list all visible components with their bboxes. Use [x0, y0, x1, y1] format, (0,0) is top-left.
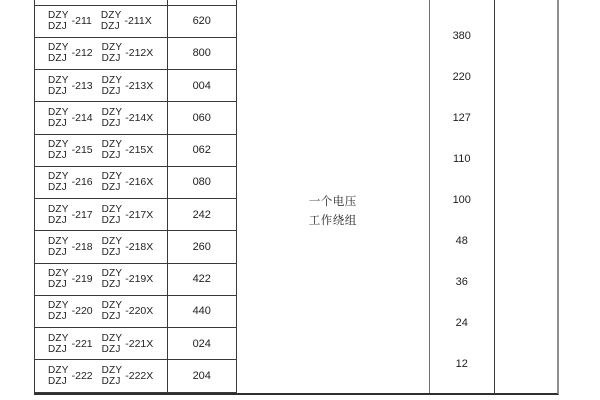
code-cell: [168, 296, 236, 328]
model-prefix-top: DZY: [48, 332, 69, 344]
model-prefix-bottom: DZJ: [48, 182, 67, 194]
model-designation-x: [102, 300, 154, 322]
model-prefix-bottom: DZJ: [101, 214, 121, 226]
model-prefix-top: DZY: [101, 139, 123, 151]
code-value: 242: [192, 208, 211, 221]
model-designation-x: [102, 365, 154, 387]
model-prefix-bottom: DZJ: [101, 182, 121, 194]
model-suffix: -215: [71, 144, 93, 157]
model-designation-x: [102, 42, 154, 64]
table-row: [35, 231, 167, 263]
model-prefix-top: DZY: [48, 235, 69, 247]
model-suffix: -215X: [125, 144, 154, 157]
code-value: 620: [192, 15, 211, 28]
model-suffix: -221X: [125, 337, 154, 350]
voltage-value: 100: [452, 193, 471, 206]
voltage-value: 220: [452, 71, 471, 84]
winding-label-line1: 一个电压: [308, 196, 357, 209]
model-prefix-bottom: DZJ: [101, 117, 121, 129]
code-cell: [168, 264, 236, 296]
model-prefix-bottom: DZJ: [101, 53, 121, 65]
model-prefix-bottom: DZJ: [48, 53, 67, 65]
code-cell: [168, 135, 236, 167]
model-prefix-bottom: DZJ: [48, 246, 67, 258]
table-row: [35, 6, 167, 38]
model-designation-x: [102, 171, 154, 193]
model-designation-basic: [48, 75, 93, 97]
model-prefix-bottom: DZJ: [101, 150, 121, 162]
model-prefix-top: DZY: [101, 268, 123, 280]
model-designation-basic: [48, 10, 92, 32]
model-prefix-bottom: DZJ: [48, 343, 67, 355]
model-suffix: -216X: [125, 176, 154, 189]
table-row: [35, 167, 167, 199]
model-suffix: -214X: [125, 111, 154, 124]
code-value: 800: [192, 47, 211, 60]
model-prefix-top: DZY: [48, 268, 69, 280]
model-designation-basic: [48, 333, 93, 355]
model-prefix-bottom: DZJ: [48, 150, 67, 162]
model-prefix-top: DZY: [101, 300, 123, 312]
model-designation-x: [102, 333, 154, 355]
model-suffix: -212X: [125, 47, 154, 60]
code-value: 422: [192, 273, 211, 286]
model-designation-x: [102, 139, 154, 161]
winding-label: [237, 193, 430, 230]
model-prefix-bottom: DZJ: [100, 21, 120, 33]
model-suffix: -220: [71, 305, 93, 318]
model-prefix-top: DZY: [101, 106, 123, 118]
model-prefix-bottom: DZJ: [101, 246, 121, 258]
table-row: [35, 38, 167, 70]
model-prefix-bottom: DZJ: [48, 214, 67, 226]
model-suffix: -217: [71, 208, 93, 221]
code-cell: [168, 360, 236, 392]
voltage-value: 110: [452, 152, 471, 165]
model-suffix: -216: [71, 176, 93, 189]
code-value: 060: [192, 111, 211, 124]
code-column: [168, 0, 237, 393]
model-suffix: -218X: [125, 240, 154, 253]
table-row: [35, 135, 167, 167]
voltage-value: 12: [455, 357, 468, 370]
table-row: [35, 102, 167, 134]
model-prefix-bottom: DZJ: [101, 311, 121, 323]
code-value: 080: [192, 176, 211, 189]
model-suffix: -219X: [125, 273, 154, 286]
model-prefix-top: DZY: [48, 10, 69, 22]
voltage-value: 127: [452, 112, 471, 125]
model-suffix: -213: [71, 79, 93, 92]
winding-label-line2: 工作绕组: [308, 214, 357, 227]
voltage-value: 24: [455, 316, 468, 329]
code-cell: [168, 167, 236, 199]
model-prefix-top: DZY: [101, 42, 123, 54]
model-suffix: -221: [71, 337, 93, 350]
model-suffix: -217X: [125, 208, 154, 221]
model-suffix: -213X: [125, 79, 154, 92]
model-prefix-top: DZY: [101, 235, 123, 247]
model-designation-x: [102, 236, 154, 258]
model-suffix: -212: [71, 47, 93, 60]
model-prefix-bottom: DZJ: [101, 343, 121, 355]
model-prefix-top: DZY: [101, 171, 123, 183]
model-suffix: -220X: [125, 305, 154, 318]
table-row: [35, 328, 167, 360]
model-prefix-bottom: DZJ: [101, 279, 121, 291]
model-prefix-bottom: DZJ: [48, 117, 67, 129]
model-designation-x: [102, 107, 154, 129]
model-prefix-bottom: DZJ: [48, 375, 67, 387]
code-value: 260: [192, 240, 211, 253]
model-prefix-top: DZY: [48, 171, 69, 183]
code-cell: [168, 328, 236, 360]
model-type-column: [35, 0, 168, 393]
model-prefix-top: DZY: [101, 332, 123, 344]
model-prefix-top: DZY: [48, 74, 69, 86]
model-designation-basic: [48, 171, 93, 193]
code-cell: [168, 199, 236, 231]
model-designation-basic: [48, 268, 93, 290]
code-value: 024: [192, 337, 211, 350]
model-prefix-bottom: DZJ: [101, 375, 121, 387]
model-prefix-bottom: DZJ: [48, 279, 67, 291]
model-designation-x: [102, 268, 154, 290]
model-designation-basic: [48, 107, 93, 129]
code-cell: [168, 6, 236, 38]
table-row: [35, 360, 167, 392]
model-designation-x: [102, 204, 154, 226]
code-cell: [168, 70, 236, 102]
model-prefix-bottom: DZJ: [101, 85, 121, 97]
voltage-value: 36: [455, 275, 468, 288]
model-designation-x: [102, 75, 154, 97]
model-designation-basic: [48, 365, 93, 387]
code-value: 062: [192, 144, 211, 157]
model-designation-basic: [48, 204, 93, 226]
table-row: [35, 199, 167, 231]
model-prefix-top: DZY: [101, 203, 123, 215]
model-prefix-top: DZY: [48, 300, 69, 312]
code-value: 004: [192, 79, 211, 92]
voltage-value: 48: [455, 234, 468, 247]
model-prefix-top: DZY: [48, 42, 69, 54]
model-designation-basic: [48, 139, 93, 161]
model-prefix-top: DZY: [48, 364, 69, 376]
winding-column: [237, 0, 431, 393]
code-cell: [168, 38, 236, 70]
model-designation-basic: [48, 236, 93, 258]
table-row: [35, 264, 167, 296]
model-suffix: -211: [71, 15, 92, 28]
model-designation-x: [101, 10, 152, 32]
model-suffix: -219: [71, 273, 93, 286]
table-row: [35, 70, 167, 102]
model-prefix-bottom: DZJ: [48, 21, 67, 33]
relay-spec-table: [34, 0, 559, 395]
voltage-value: 380: [452, 30, 471, 43]
model-prefix-top: DZY: [48, 203, 69, 215]
model-suffix: -222: [71, 369, 93, 382]
code-cell: [168, 231, 236, 263]
code-value: 440: [192, 305, 211, 318]
model-prefix-bottom: DZJ: [48, 85, 67, 97]
model-designation-basic: [48, 300, 93, 322]
model-prefix-top: DZY: [100, 10, 122, 22]
model-suffix: -222X: [125, 369, 154, 382]
table-row: [35, 296, 167, 328]
code-value: 204: [192, 369, 211, 382]
model-suffix: -211X: [124, 15, 152, 28]
code-cell: [168, 102, 236, 134]
model-suffix: -218: [71, 240, 93, 253]
model-prefix-top: DZY: [48, 106, 69, 118]
model-prefix-top: DZY: [101, 74, 123, 86]
model-prefix-bottom: DZJ: [48, 311, 67, 323]
model-prefix-top: DZY: [101, 364, 123, 376]
model-prefix-top: DZY: [48, 139, 69, 151]
empty-column: [495, 0, 557, 393]
voltage-column: [430, 0, 495, 393]
model-suffix: -214: [71, 111, 93, 124]
model-designation-basic: [48, 42, 93, 64]
